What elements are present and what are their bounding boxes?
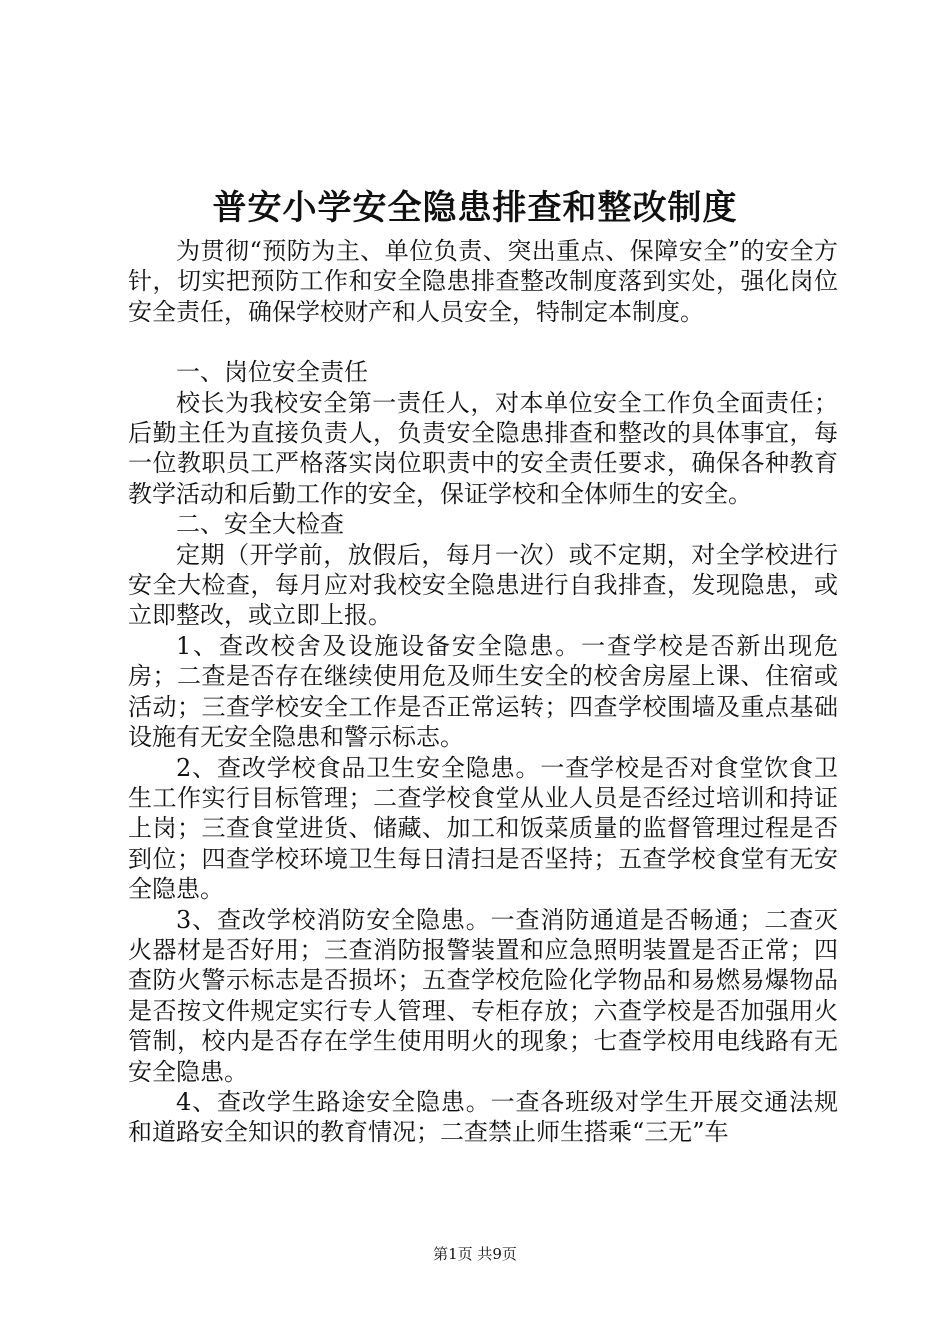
item-3-paragraph: 3、查改学校消防安全隐患。一查消防通道是否畅通；二查灭火器材是否好用；三查消防报警装置和应急照明装置是否正常；四查防火警示标志是否损坏；五查学校危险化学物品和易燃易爆物品是否按文件规定实行专人管理、专柜存放；六查学校是否加强用火管制，校内是否存在学生使用明火的现象；七查学校用电线路有无安全隐患。 xyxy=(128,905,838,1086)
document-body xyxy=(128,236,838,1148)
document-title: 普安小学安全隐患排查和整改制度 xyxy=(212,188,738,228)
item-4-paragraph: 4、查改学生路途安全隐患。一查各班级对学生开展交通法规和道路安全知识的教育情况；二查禁止师生搭乘“三无”车 xyxy=(128,1087,838,1147)
item-1-paragraph: 1、查改校舍及设施设备安全隐患。一查学校是否新出现危房；二查是否存在继续使用危及师生安全的校舍房屋上课、住宿或活动；三查学校安全工作是否正常运转；四查学校围墙及重点基础设施有无安全隐患和警示标志。 xyxy=(128,631,838,752)
section-heading-2: 二、安全大检查 xyxy=(176,510,344,539)
item-2-paragraph: 2、查改学校食品卫生安全隐患。一查学校是否对食堂饮食卫生工作实行目标管理；二查学校食堂从业人员是否经过培训和持证上岗；三查食堂进货、储藏、加工和饭菜质量的监督管理过程是否到位；四查学校环境卫生每日清扫是否坚持；五查学校食堂有无安全隐患。 xyxy=(128,753,838,904)
page-footer: 第1页 共9页 xyxy=(433,1245,517,1263)
section-heading-1: 一、岗位安全责任 xyxy=(176,358,368,387)
section-1-paragraph: 校长为我校安全第一责任人，对本单位安全工作负全面责任；后勤主任为直接负责人，负责安全隐患排查和整改的具体事宜，每一位教职员工严格落实岗位职责中的安全责任要求，确保各种教育教学活动和后勤工作的安全，保证学校和全体师生的安全。 xyxy=(128,388,838,508)
section-2-paragraph: 定期（开学前，放假后，每月一次）或不定期，对全学校进行安全大检查，每月应对我校安全隐患进行自我排查，发现隐患，或立即整改，或立即上报。 xyxy=(128,540,838,630)
intro-paragraph: 为贯彻“预防为主、单位负责、突出重点、保障安全”的安全方针，切实把预防工作和安全隐患排查整改制度落到实处，强化岗位安全责任，确保学校财产和人员安全，特制定本制度。 xyxy=(128,237,838,326)
